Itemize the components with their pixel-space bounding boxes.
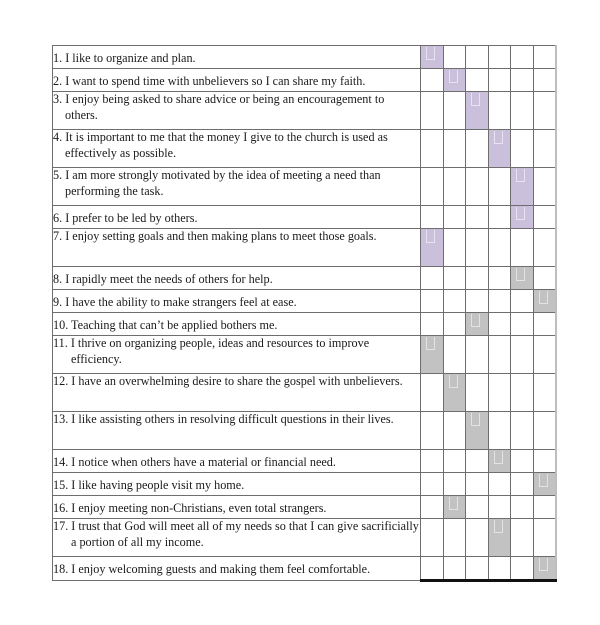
checkbox-glyph-icon bbox=[426, 230, 435, 243]
answer-cell[interactable] bbox=[511, 69, 534, 92]
question-cell bbox=[53, 496, 421, 519]
table-row bbox=[53, 46, 557, 69]
table-row bbox=[53, 267, 557, 290]
answer-cell-selected[interactable] bbox=[421, 229, 444, 267]
question-cell bbox=[53, 69, 421, 92]
answer-cell-selected[interactable] bbox=[488, 519, 511, 557]
question-cell bbox=[53, 267, 421, 290]
answer-cell[interactable] bbox=[511, 450, 534, 473]
answer-cell[interactable] bbox=[443, 46, 466, 69]
answer-cell[interactable] bbox=[421, 92, 444, 130]
question-text: 11. I thrive on organizing people, ideas and resources to improve efficiency. bbox=[53, 336, 370, 366]
answer-cell[interactable] bbox=[511, 519, 534, 557]
table-row bbox=[53, 374, 557, 412]
answer-cell[interactable] bbox=[466, 229, 489, 267]
answer-cell[interactable] bbox=[533, 313, 556, 336]
answer-cell[interactable] bbox=[421, 519, 444, 557]
answer-cell[interactable] bbox=[511, 130, 534, 168]
answer-cell[interactable] bbox=[533, 412, 556, 450]
answer-cell[interactable] bbox=[533, 336, 556, 374]
answer-cell[interactable] bbox=[488, 69, 511, 92]
answer-cell[interactable] bbox=[443, 313, 466, 336]
answer-cell-selected[interactable] bbox=[443, 69, 466, 92]
answer-cell[interactable] bbox=[466, 206, 489, 229]
answer-cell[interactable] bbox=[511, 473, 534, 496]
question-cell bbox=[53, 290, 421, 313]
answer-cell[interactable] bbox=[466, 519, 489, 557]
answer-cell[interactable] bbox=[511, 313, 534, 336]
answer-cell[interactable] bbox=[443, 92, 466, 130]
answer-cell[interactable] bbox=[443, 130, 466, 168]
answer-cell[interactable] bbox=[488, 92, 511, 130]
answer-cell[interactable] bbox=[533, 374, 556, 412]
answer-cell[interactable] bbox=[421, 450, 444, 473]
answer-cell-selected[interactable] bbox=[533, 473, 556, 496]
table-row bbox=[53, 69, 557, 92]
question-text: 10. Teaching that can’t be applied bothers me. bbox=[53, 318, 278, 332]
table-row bbox=[53, 496, 557, 519]
checkbox-glyph-icon bbox=[494, 131, 503, 144]
answer-cell[interactable] bbox=[488, 267, 511, 290]
answer-cell[interactable] bbox=[488, 229, 511, 267]
checkbox-glyph-icon bbox=[471, 314, 480, 327]
answer-cell[interactable] bbox=[533, 496, 556, 519]
answer-cell-selected[interactable] bbox=[511, 168, 534, 206]
answer-cell-selected[interactable] bbox=[488, 130, 511, 168]
answer-cell[interactable] bbox=[488, 557, 511, 581]
answer-cell[interactable] bbox=[421, 557, 444, 581]
answer-cell[interactable] bbox=[466, 46, 489, 69]
answer-cell[interactable] bbox=[488, 374, 511, 412]
answer-cell[interactable] bbox=[421, 168, 444, 206]
answer-cell[interactable] bbox=[533, 168, 556, 206]
answer-cell[interactable] bbox=[488, 412, 511, 450]
answer-cell-selected[interactable] bbox=[421, 46, 444, 69]
question-cell bbox=[53, 313, 421, 336]
question-cell bbox=[53, 206, 421, 229]
answer-cell[interactable] bbox=[443, 168, 466, 206]
answer-cell[interactable] bbox=[466, 168, 489, 206]
answer-cell-selected[interactable] bbox=[533, 290, 556, 313]
answer-cell[interactable] bbox=[466, 69, 489, 92]
answer-cell[interactable] bbox=[421, 412, 444, 450]
answer-cell[interactable] bbox=[466, 336, 489, 374]
question-text: 2. I want to spend time with unbelievers so I can share my faith. bbox=[53, 74, 366, 88]
question-text: 12. I have an overwhelming desire to share the gospel with unbelievers. bbox=[53, 374, 403, 388]
questionnaire-sheet bbox=[52, 45, 549, 582]
table-row bbox=[53, 557, 557, 581]
answer-cell[interactable] bbox=[421, 290, 444, 313]
checkbox-glyph-icon bbox=[426, 337, 435, 350]
answer-cell[interactable] bbox=[533, 92, 556, 130]
question-text: 4. It is important to me that the money I give to the church is used as effectively as possible. bbox=[53, 130, 388, 160]
answer-cell[interactable] bbox=[511, 290, 534, 313]
answer-cell[interactable] bbox=[488, 496, 511, 519]
answer-cell[interactable] bbox=[488, 168, 511, 206]
answer-cell[interactable] bbox=[421, 206, 444, 229]
answer-cell[interactable] bbox=[466, 496, 489, 519]
answer-cell-selected[interactable] bbox=[421, 336, 444, 374]
question-text: 5. I am more strongly motivated by the idea of meeting a need than performing the task. bbox=[53, 168, 381, 198]
checkbox-glyph-icon bbox=[449, 375, 458, 388]
answer-cell[interactable] bbox=[421, 374, 444, 412]
answer-cell[interactable] bbox=[488, 473, 511, 496]
question-cell bbox=[53, 374, 421, 412]
answer-cell[interactable] bbox=[443, 267, 466, 290]
checkbox-glyph-icon bbox=[516, 169, 525, 182]
answer-cell[interactable] bbox=[488, 290, 511, 313]
checkbox-glyph-icon bbox=[539, 291, 548, 304]
answer-cell-selected[interactable] bbox=[466, 313, 489, 336]
answer-cell[interactable] bbox=[533, 229, 556, 267]
question-cell bbox=[53, 336, 421, 374]
table-body bbox=[53, 46, 557, 581]
table-row bbox=[53, 313, 557, 336]
question-text: 13. I like assisting others in resolving difficult questions in their lives. bbox=[53, 412, 394, 426]
answer-cell[interactable] bbox=[443, 229, 466, 267]
answer-cell[interactable] bbox=[443, 412, 466, 450]
answer-cell[interactable] bbox=[443, 473, 466, 496]
answer-cell[interactable] bbox=[443, 519, 466, 557]
checkbox-glyph-icon bbox=[516, 268, 525, 281]
question-text: 7. I enjoy setting goals and then making plans to meet those goals. bbox=[53, 229, 377, 243]
answer-cell[interactable] bbox=[443, 450, 466, 473]
question-cell bbox=[53, 92, 421, 130]
answer-cell[interactable] bbox=[443, 557, 466, 581]
answer-cell[interactable] bbox=[533, 267, 556, 290]
question-text: 18. I enjoy welcoming guests and making them feel comfortable. bbox=[53, 562, 371, 576]
answer-cell[interactable] bbox=[443, 336, 466, 374]
question-text: 17. I trust that God will meet all of my needs so that I can give sacrificially a portion of all my income. bbox=[53, 519, 419, 549]
answer-cell[interactable] bbox=[421, 313, 444, 336]
answer-cell[interactable] bbox=[466, 374, 489, 412]
question-text: 6. I prefer to be led by others. bbox=[53, 211, 198, 225]
checkbox-glyph-icon bbox=[516, 207, 525, 220]
answer-cell[interactable] bbox=[511, 92, 534, 130]
checkbox-glyph-icon bbox=[539, 474, 548, 487]
answer-cell[interactable] bbox=[421, 69, 444, 92]
question-cell bbox=[53, 473, 421, 496]
answer-cell[interactable] bbox=[421, 130, 444, 168]
answer-cell[interactable] bbox=[533, 46, 556, 69]
answer-cell[interactable] bbox=[488, 336, 511, 374]
spiritual-gifts-table bbox=[52, 45, 557, 582]
question-text: 9. I have the ability to make strangers feel at ease. bbox=[53, 295, 297, 309]
table-row bbox=[53, 206, 557, 229]
answer-cell[interactable] bbox=[466, 557, 489, 581]
table-row bbox=[53, 336, 557, 374]
answer-cell[interactable] bbox=[511, 336, 534, 374]
answer-cell[interactable] bbox=[533, 130, 556, 168]
checkbox-glyph-icon bbox=[471, 413, 480, 426]
answer-cell[interactable] bbox=[421, 473, 444, 496]
answer-cell-selected[interactable] bbox=[511, 206, 534, 229]
answer-cell[interactable] bbox=[511, 496, 534, 519]
answer-cell[interactable] bbox=[511, 374, 534, 412]
answer-cell[interactable] bbox=[533, 450, 556, 473]
checkbox-glyph-icon bbox=[539, 558, 548, 571]
checkbox-glyph-icon bbox=[494, 520, 503, 533]
answer-cell-selected[interactable] bbox=[533, 557, 556, 581]
answer-cell[interactable] bbox=[511, 46, 534, 69]
answer-cell[interactable] bbox=[488, 206, 511, 229]
table-row bbox=[53, 92, 557, 130]
answer-cell-selected[interactable] bbox=[443, 496, 466, 519]
question-text: 16. I enjoy meeting non-Christians, even total strangers. bbox=[53, 501, 327, 515]
question-text: 15. I like having people visit my home. bbox=[53, 478, 245, 492]
answer-cell-selected[interactable] bbox=[466, 412, 489, 450]
question-cell bbox=[53, 229, 421, 267]
question-text: 1. I like to organize and plan. bbox=[53, 51, 196, 65]
answer-cell[interactable] bbox=[466, 267, 489, 290]
answer-cell[interactable] bbox=[421, 267, 444, 290]
question-cell bbox=[53, 168, 421, 206]
answer-cell[interactable] bbox=[466, 473, 489, 496]
answer-cell[interactable] bbox=[443, 206, 466, 229]
table-row bbox=[53, 450, 557, 473]
answer-cell-selected[interactable] bbox=[466, 92, 489, 130]
answer-cell[interactable] bbox=[533, 69, 556, 92]
checkbox-glyph-icon bbox=[426, 47, 435, 60]
table-row bbox=[53, 229, 557, 267]
checkbox-glyph-icon bbox=[494, 451, 503, 464]
question-text: 3. I enjoy being asked to share advice or being an encouragement to others. bbox=[53, 92, 385, 122]
question-text: 14. I notice when others have a material or financial need. bbox=[53, 455, 336, 469]
question-cell bbox=[53, 450, 421, 473]
answer-cell[interactable] bbox=[511, 412, 534, 450]
answer-cell-selected[interactable] bbox=[443, 374, 466, 412]
checkbox-glyph-icon bbox=[449, 70, 458, 83]
answer-cell[interactable] bbox=[466, 450, 489, 473]
answer-cell[interactable] bbox=[466, 290, 489, 313]
answer-cell[interactable] bbox=[488, 46, 511, 69]
checkbox-glyph-icon bbox=[471, 93, 480, 106]
question-text: 8. I rapidly meet the needs of others for help. bbox=[53, 272, 273, 286]
table-row bbox=[53, 290, 557, 313]
table-row bbox=[53, 130, 557, 168]
answer-cell[interactable] bbox=[488, 313, 511, 336]
table-row bbox=[53, 473, 557, 496]
table-row bbox=[53, 412, 557, 450]
answer-cell[interactable] bbox=[533, 519, 556, 557]
question-cell bbox=[53, 46, 421, 69]
answer-cell[interactable] bbox=[466, 130, 489, 168]
answer-cell[interactable] bbox=[421, 496, 444, 519]
answer-cell[interactable] bbox=[511, 229, 534, 267]
answer-cell-selected[interactable] bbox=[488, 450, 511, 473]
question-cell bbox=[53, 557, 421, 581]
answer-cell-selected[interactable] bbox=[511, 267, 534, 290]
answer-cell[interactable] bbox=[443, 290, 466, 313]
question-cell bbox=[53, 412, 421, 450]
answer-cell[interactable] bbox=[511, 557, 534, 581]
checkbox-glyph-icon bbox=[449, 497, 458, 510]
table-row bbox=[53, 168, 557, 206]
table-row bbox=[53, 519, 557, 557]
question-cell bbox=[53, 519, 421, 557]
question-cell bbox=[53, 130, 421, 168]
answer-cell[interactable] bbox=[533, 206, 556, 229]
